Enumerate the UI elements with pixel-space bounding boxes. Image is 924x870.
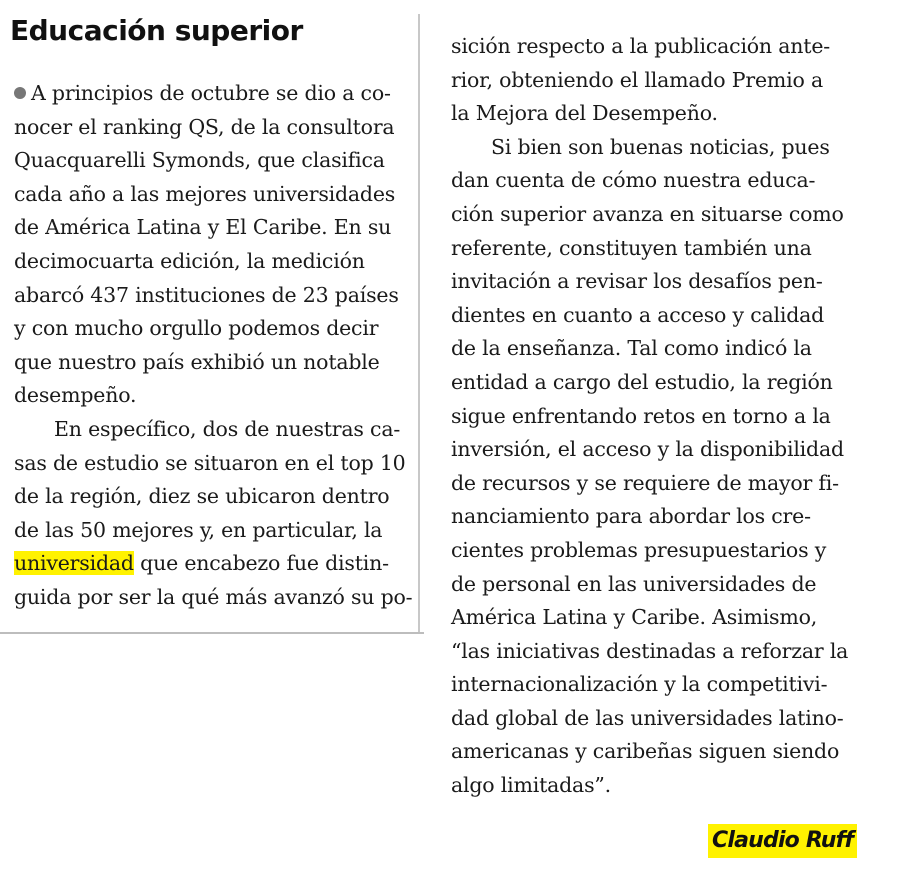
text-line: invitación a revisar los desafíos pen-: [451, 269, 823, 294]
text-line: nocer el ranking QS, de la consultora: [14, 114, 395, 139]
text-line: Si bien son buenas noticias, pues: [491, 134, 830, 159]
text-line: universidad que encabezo fue distin-: [14, 551, 389, 576]
text-line: A principios de octubre se dio a co-: [14, 77, 414, 111]
right-column-text: [451, 30, 851, 803]
text-line: de la región, diez se ubicaron dentro: [14, 484, 390, 509]
text-line: dan cuenta de cómo nuestra educa-: [451, 168, 816, 193]
text-line: dientes en cuanto a acceso y calidad: [451, 302, 825, 327]
text-line: cientes problemas presupuestarios y: [451, 537, 827, 562]
text-line: internacionalización y la competitivi-: [451, 672, 828, 697]
text-line: inversión, el acceso y la disponibilidad: [451, 437, 844, 462]
text-line: entidad a cargo del estudio, la región: [451, 369, 833, 394]
text-line: guida por ser la qué más avanzó su po-: [14, 584, 413, 609]
text-line: americanas y caribeñas siguen siendo: [451, 739, 840, 764]
text-line: de personal en las universidades de: [451, 571, 817, 596]
author-signature: Claudio Ruff: [708, 824, 857, 858]
text-line: abarcó 437 instituciones de 23 países: [14, 282, 399, 307]
text-line: de la enseñanza. Tal como indicó la: [451, 336, 812, 361]
text-line: Quacquarelli Symonds, que clasifica: [14, 148, 385, 173]
text-line: dad global de las universidades latino-: [451, 705, 844, 730]
text-line: de América Latina y El Caribe. En su: [14, 215, 392, 240]
text-line: “las iniciativas destinadas a reforzar la: [451, 638, 849, 663]
text-line: decimocuarta edición, la medición: [14, 248, 365, 273]
text-line: de las 50 mejores y, en particular, la: [14, 517, 383, 542]
text-line: algo limitadas”.: [451, 773, 611, 798]
text-line: sición respecto a la publicación ante-: [451, 34, 830, 58]
column-divider-rule: [0, 632, 424, 634]
text-line: la Mejora del Desempeño.: [451, 101, 718, 126]
text-line: y con mucho orgullo podemos decir: [14, 316, 379, 341]
text-line: cada año a las mejores universidades: [14, 181, 396, 206]
text-line: que nuestro país exhibió un notable: [14, 349, 380, 374]
bullet-icon: [14, 87, 26, 99]
text-line: nanciamiento para abordar los cre-: [451, 504, 811, 529]
text-line: América Latina y Caribe. Asimismo,: [451, 605, 818, 630]
headline: Educación superior: [10, 14, 303, 47]
highlighted-word: universidad: [14, 551, 134, 576]
left-column-text: [14, 77, 414, 615]
text-line: desempeño.: [14, 383, 137, 408]
text-line: ción superior avanza en situarse como: [451, 201, 844, 226]
text-line: sas de estudio se situaron en el top 10: [14, 450, 406, 475]
text-line: de recursos y se requiere de mayor fi-: [451, 470, 839, 495]
text-line: En específico, dos de nuestras ca-: [54, 416, 401, 441]
text-line: rior, obteniendo el llamado Premio a: [451, 67, 823, 92]
text-line: referente, constituyen también una: [451, 235, 812, 260]
text-line: sigue enfrentando retos en torno a la: [451, 403, 831, 428]
